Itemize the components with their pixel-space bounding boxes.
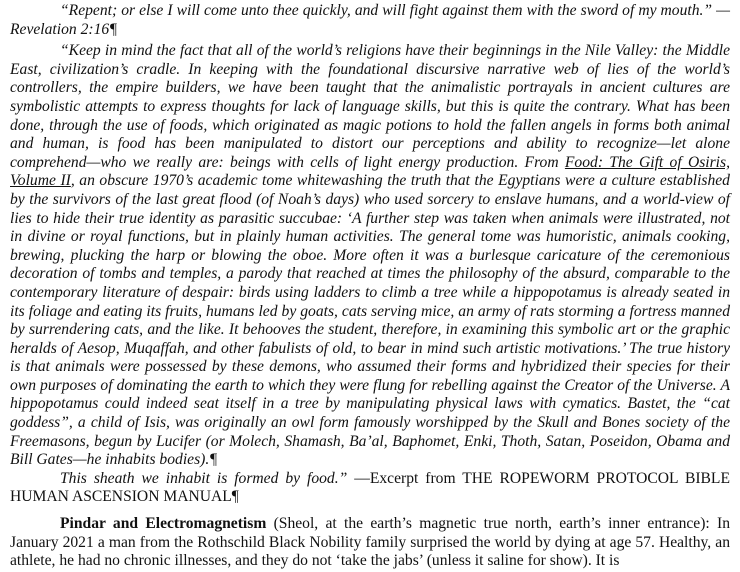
excerpt-source: —Excerpt from THE ROPEWORM PROTOCOL BIBLE HUMAN ASCENSION MANUAL¶ [10,469,730,506]
excerpt-attribution [10,470,730,507]
epigraph-revelation: “Repent; or else I will come unto thee quickly, and will fight against them with the sword of my mouth.” —Revelation 2:16¶ [10,2,730,38]
document-page [10,0,730,571]
pindar-body-text: (Sheol, at the earth’s magnetic true north, earth’s inner entrance): In January 2021 a man from the Rothschild Black Nobility family surprised the world by dying at age 57. Healthy, an athlete, he had no chronic illnesses, and they do not ‘take the jabs’ (unless it saline for show). It is [10,515,731,570]
quote-paragraph-nile-valley [10,42,730,470]
quote-intro-text: “Keep in mind the fact that all of the world’s religions have their beginnings in the Nile Valley: the Middle East, civilization’s cradle. In keeping with the foundational discursive narrative web of lies of the world’s controllers, the empire builders, we have been taught that the animalistic portrayals in ancient cultures are symbolistic attempts to express thoughts for lack of language skills, but this is quite the contrary. What has been done, through the use of foods, which originated as magic potions to hold the fallen angels in forms both animal and human, is food has been manipulated to distort our perceptions and ability to recognize—let alone comprehend—who we really are: beings with cells of light energy production. From [10,42,730,171]
quote-rest-text: , an obscure 1970’s academic tome whitewashing the truth that the Egyptians were a culture established by the survivors of the last great flood (of Noah’s days) who used sorcery to enslave humans, and a world-view of lies to hide their true identity as parasitic succubae: ‘A further step was taken when animals were illustrated, not in divine or royal functions, but in plainly human activities. The general tome was humoristic, animals cooking, brewing, plucking the harp or blowing the oboe. More often it was a burlesque caricature of the ceremonious decoration of tombs and temples, a parody that reached at times the philosophy of the absurd, comparable to the contemporary literature of despair: birds using ladders to climb a tree while a hippopotamus is already seated in its foliage and eating its fruits, humans led by goats, cats serving mice, an army of rats storming a fortress manned by surrendering cats, and the like. It behooves the student, therefore, in examining this symbolic art or the graphic heralds of Aesop, Muqaffah, and other fabulists of old, to bear in mind such artistic motivations.’ The true history is that animals were possessed by these demons, who assumed their forms and hybridized their species for their own purposes of dominating the earth to which they were flung for rebelling against the Creator of the Universe. A hippopotamus could indeed seat itself in a tree by manipulating physical laws with cymatics. Bastet, the “cat goddess”, a child of Isis, was originally an owl form famously worshipped by the Skull and Bones society of the Freemasons, begun by Lucifer (or Molech, Shamash, Ba’al, Baphomet, Enki, Thoth, Satan, Poseidon, Obama and Bill Gates—he inhabits bodies).¶ [10,172,730,469]
pindar-paragraph [10,515,730,571]
section-heading-pindar: Pindar and Electromagnetism [60,515,267,533]
excerpt-quote-end: This sheath we inhabit is formed by food.” [60,469,348,487]
book-title-link: Food: The Gift of Osiris, Volume II [10,153,730,190]
